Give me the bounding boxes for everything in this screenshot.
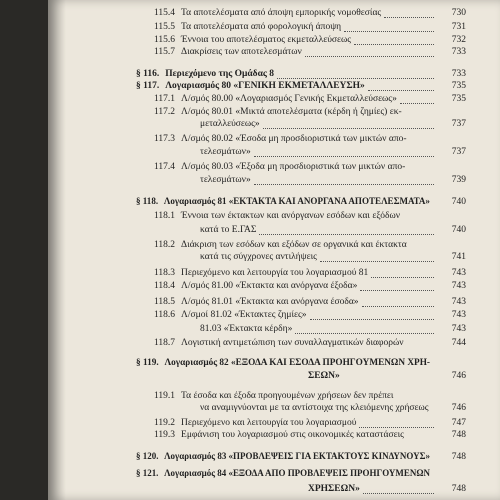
leader-dots — [254, 141, 434, 157]
toc-entry-number: 115.5 — [154, 22, 176, 32]
toc-entry-label — [136, 195, 430, 210]
toc-entry-page: 731 — [451, 22, 466, 32]
toc-entry-label — [200, 173, 251, 188]
toc-entry-page: 741 — [451, 252, 466, 262]
toc-entry-text: ΧΡΗΣΕΩΝ» — [308, 484, 360, 494]
toc-entry-page: 739 — [451, 175, 466, 185]
toc-entry-number: 115.7 — [154, 47, 176, 57]
toc-entry-page: 748 — [451, 430, 466, 440]
toc-entry-page: 732 — [451, 35, 466, 45]
toc-entry-number: § 120. — [136, 452, 159, 462]
toc-entry-number: 117.1 — [154, 94, 176, 104]
toc-entry-label — [154, 279, 357, 294]
toc-entry-page: 743 — [451, 281, 466, 291]
toc-entry-page: 748 — [451, 484, 466, 494]
toc-entry-page: 735 — [451, 81, 466, 91]
toc-entry-text: Περιεχόμενο και λειτουργία του λογαριασμού 81 — [181, 268, 369, 278]
toc-entry — [48, 145, 500, 160]
toc-entry-text: Τα έσοδα και έξοδα προηγουμένων χρήσεων δεν πρέπει — [181, 391, 394, 401]
toc-entry-text: Λογαριασμός 80 «ΓΕΝΙΚΗ ΕΚΜΕΤΑΛΛΕΥΣΗ» — [165, 81, 365, 91]
toc-entry — [48, 173, 500, 188]
toc-entry — [48, 223, 500, 238]
toc-entry-number: 118.1 — [154, 211, 176, 221]
leader-dots — [359, 412, 434, 428]
toc-entry-text: κατά το Ε.ΓΑΣ — [200, 225, 257, 235]
toc-entry-number: 119.1 — [154, 391, 176, 401]
toc-entry-number: 119.3 — [154, 430, 176, 440]
toc-entry-text: 81.03 «Έκτακτα κέρδη» — [200, 324, 293, 334]
toc-entry-label — [154, 45, 302, 60]
toc-entry-page: 744 — [451, 338, 466, 348]
toc-entry-page: 743 — [451, 297, 466, 307]
toc-entry-text: Περιεχόμενο της Ομάδας 8 — [165, 69, 275, 79]
toc-entry-page: 743 — [451, 310, 466, 320]
toc-entry-text: Λογαριασμός 84 «ΕΞΟΔΑ ΑΠΟ ΠΡΟΒΛΕΨΕΙΣ ΠΡΟΗΓΟΥΜΕΝΩΝ — [164, 469, 430, 479]
toc-entry-number: 118.3 — [154, 268, 176, 278]
toc-entry-label — [200, 117, 260, 132]
toc-entry-page: 743 — [451, 268, 466, 278]
toc-entry-number: 118.7 — [154, 338, 176, 348]
toc-entry-text: κατά τις σύγχρονες αντιλήψεις — [200, 252, 317, 262]
toc-entry-text: Λ/σμοί 81.02 «Έκτακτες ζημίες» — [181, 310, 307, 320]
toc-entry-page: 733 — [451, 69, 466, 79]
leader-dots — [320, 246, 434, 262]
toc-entry-text: Διάκριση των εσόδων και εξόδων σε οργανικά και έκτακτα — [181, 240, 407, 250]
toc-entry-label — [308, 369, 340, 384]
toc-entry-number: 115.4 — [154, 8, 176, 18]
toc-entry-number: 118.5 — [154, 297, 176, 307]
toc-entry-text: Τα αποτελέσματα από άποψη εμπορικής νομοθεσίας — [181, 8, 382, 18]
toc-entry-number: § 121. — [136, 469, 159, 479]
toc-entry-text: Διακρίσεις των αποτελεσμάτων — [181, 47, 302, 57]
toc-entry-text: Λογαριασμός 82 «ΕΞΟΔΑ ΚΑΙ ΕΣΟΔΑ ΠΡΟΗΓΟΥΜΕΝΩΝ ΧΡΗ- — [164, 358, 430, 368]
toc-entry-number: 117.2 — [154, 107, 176, 117]
toc-entry-page: 746 — [451, 403, 466, 413]
toc-entry-page: 746 — [451, 371, 466, 381]
leader-dots — [259, 219, 434, 235]
toc-entry-number: 118.6 — [154, 310, 176, 320]
toc-entry — [48, 482, 500, 497]
toc-entry-text: ΣΕΩΝ» — [308, 371, 340, 381]
leader-dots — [363, 478, 434, 494]
toc-entry-label — [200, 322, 292, 337]
toc-entry-page: 730 — [451, 8, 466, 18]
toc-entry — [48, 117, 500, 132]
toc-entry-page: 735 — [451, 94, 466, 104]
toc-entry-page: 743 — [451, 324, 466, 334]
toc-entry-number: 119.2 — [154, 418, 176, 428]
toc-entry-number: § 118. — [136, 197, 159, 207]
toc-entry-label — [200, 145, 251, 160]
leader-dots — [305, 41, 434, 57]
toc-entry-number: 118.4 — [154, 281, 176, 291]
toc-entry — [48, 336, 500, 351]
toc-entry-number: § 116. — [136, 69, 160, 79]
toc-entry-number: 117.3 — [154, 134, 176, 144]
toc-entry-text: Έννοια των έκτακτων και ανόργανων εσόδων και εξόδων — [181, 211, 400, 221]
book-page — [48, 0, 500, 500]
toc-entry-text: τελεσμάτων» — [200, 147, 251, 157]
toc-entry-number: 118.2 — [154, 240, 176, 250]
toc-entry-text: τελεσμάτων» — [200, 175, 251, 185]
toc-entry-page: 737 — [451, 147, 466, 157]
leader-dots — [254, 169, 434, 185]
toc-entry-text: Περιεχόμενο και λειτουργία του λογαριασμού — [181, 418, 357, 428]
toc-entry-text: Λογαριασμός 81 «ΕΚΤΑΚΤΑ ΚΑΙ ΑΝΟΡΓΑΝΑ ΑΠΟΤΕΛΕΣΜΑΤΑ» — [163, 197, 430, 207]
toc-entry — [48, 195, 500, 210]
toc-entry-text: Τα αποτελέσματα από φορολογική άποψη — [181, 22, 342, 32]
toc-entry-page: 747 — [451, 418, 466, 428]
toc-entry-page: 733 — [451, 47, 466, 57]
toc-entry — [48, 450, 500, 465]
toc-entry-text: Λ/σμός 80.01 «Μικτά αποτελέσματα (κέρδη ή ζημίες) εκ- — [181, 107, 402, 117]
toc-entry — [48, 45, 500, 60]
toc-entry-label — [308, 482, 360, 497]
toc-entry-page: 740 — [451, 225, 466, 235]
toc-entry-text: να αναμιγνύονται με τα αντίστοιχα της κλειόμενης χρήσεως — [200, 403, 429, 413]
toc-entry-page: 737 — [451, 119, 466, 129]
toc-entry-page: 740 — [451, 197, 466, 207]
toc-entry-text: Εμφάνιση του λογαριασμού στις οικονομικές καταστάσεις — [181, 430, 404, 440]
toc-entry — [48, 322, 500, 337]
toc-entry-text: Λ/σμός 81.00 «Έκτακτα και ανόργανα έξοδα» — [181, 281, 358, 291]
toc-entry-text: Λ/σμός 80.02 «Έσοδα μη προσδιοριστικά των μικτών απο- — [181, 134, 407, 144]
toc-entry-label — [154, 336, 404, 351]
toc-entry-label — [200, 223, 256, 238]
toc-entry-number: 117.4 — [154, 162, 176, 172]
toc-entry-number: § 117. — [136, 81, 160, 91]
leader-dots — [295, 318, 434, 334]
toc-entry-label — [154, 308, 307, 323]
leader-dots — [400, 88, 434, 104]
leader-dots — [263, 113, 434, 129]
toc-entry-text: μεταλλεύσεως» — [200, 119, 260, 129]
toc-entry-text: Λ/σμός 80.00 «Λογαριασμός Γενικής Εκμεταλλεύσεως» — [181, 94, 397, 104]
toc-entry-label — [136, 450, 430, 465]
toc-entry-number: 115.6 — [154, 35, 176, 45]
toc-entry-page: 748 — [451, 452, 466, 462]
leader-dots — [360, 275, 434, 291]
toc-entry-number: § 119. — [136, 358, 159, 368]
toc-entry-text: Λ/σμός 81.01 «Έκτακτα και ανόργανα έσοδα» — [181, 297, 359, 307]
toc-entry-label — [154, 428, 404, 443]
toc-entry-text: Λογιστική αντιμετώπιση των συναλλαγματικών διαφορών — [181, 338, 404, 348]
toc-entry — [48, 428, 500, 443]
toc-entry-text: Λ/σμός 80.03 «Έξοδα μη προσδιοριστικά των μικτών απο- — [181, 162, 406, 172]
toc-entry — [48, 369, 500, 384]
toc-entry-text: Έννοια του αποτελέσματος εκμεταλλεύσεως — [181, 35, 352, 45]
toc-entry-text: Λογαριασμός 83 «ΠΡΟΒΛΕΨΕΙΣ ΓΙΑ ΕΚΤΑΚΤΟΥΣ ΚΙΝΔΥΝΟΥΣ» — [164, 452, 430, 462]
toc-entry-label — [200, 250, 317, 265]
